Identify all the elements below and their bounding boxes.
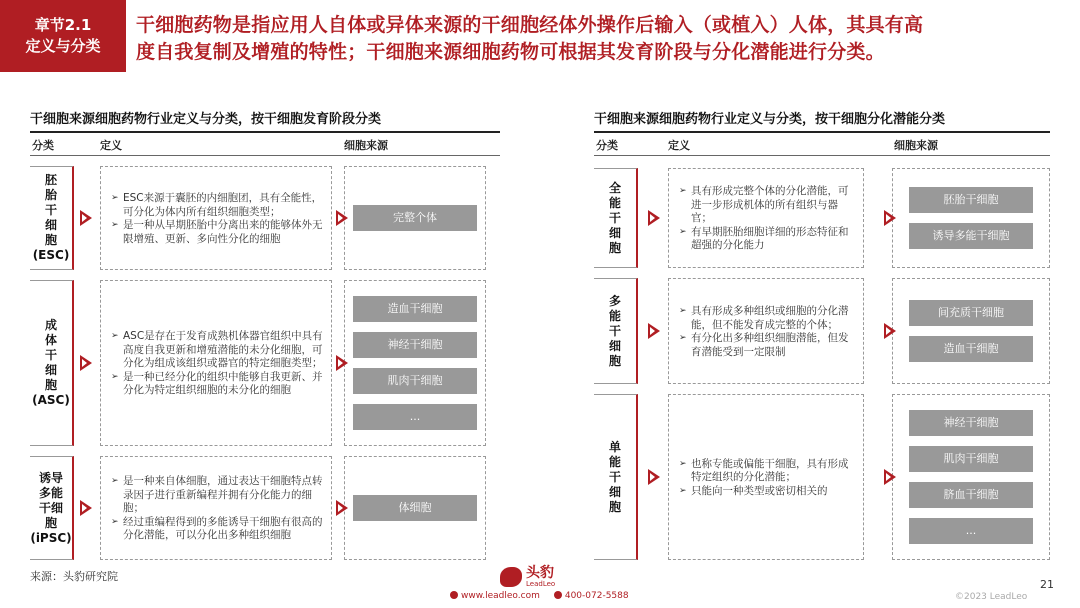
definition-bullet: ➢ ESC来源于囊胚的内细胞团，具有全能性，可分化为体内所有组织细胞类型； [111,192,323,219]
definition-bullet: ➢ 是一种从早期胚胎中分离出来的能够体外无限增殖、更新、多向性分化的细胞 [111,219,323,246]
definition-box [668,278,864,384]
category-text: 干 [608,210,621,225]
category-text: 体 [44,333,57,347]
page-number: 21 [1040,578,1054,591]
page-headline [136,12,1072,66]
definition-bullet: ➢ 有分化出多种组织细胞潜能，但发育潜能受到一定限制 [679,332,855,359]
category-label [594,278,638,384]
left-panel [30,110,500,545]
category-text: 成 [44,318,57,332]
cell-source-chip: 胚胎干细胞 [909,187,1033,213]
category-text: 全 [608,180,621,195]
arrow-right-icon [648,210,660,226]
category-text: 胎 [44,188,57,202]
category-text: 胞 [608,353,621,368]
phone-text: 400-072-5588 [564,591,629,601]
category-text: 胞 [608,240,621,255]
arrow-right-icon [80,500,92,516]
definition-box [668,168,864,268]
category-label [594,394,638,560]
phone-number [554,591,629,601]
cell-source-box [892,168,1050,268]
headline-line-2: 度自我复制及增殖的特性；干细胞来源细胞药物可根据其发育阶段与分化潜能进行分类。 [136,41,885,63]
definition-bullet: ➢ 有早期胚胎细胞详细的形态特征和超强的分化能力 [679,226,855,253]
category-row [594,168,1050,268]
category-text: 能 [608,195,621,210]
category-row [30,166,486,270]
cell-source-chip: 间充质干细胞 [909,300,1033,326]
cell-source-chip: 造血干细胞 [353,296,477,322]
category-row [594,278,1050,384]
arrow-right-icon [336,500,348,516]
cell-source-chip: 神经干细胞 [909,410,1033,436]
definition-bullet: ➢ 经过重编程得到的多能诱导干细胞有很高的分化潜能，可以分化出多种组织细胞 [111,516,323,543]
category-text: (iPSC) [30,530,72,545]
category-text: 胞 [44,515,57,530]
arrow-right-icon [648,323,660,339]
definition-bullet: ➢ 是一种已经分化的组织中能够自我更新、并分化为特定组织细胞的未分化的细胞 [111,371,323,398]
category-text: 细 [608,225,621,240]
arrow-right-icon [336,210,348,226]
category-text: 干 [44,203,57,217]
category-text: 胚 [44,173,57,187]
category-label [30,280,74,446]
left-panel-title: 干细胞来源细胞药物行业定义与分类，按干细胞发育阶段分类 [30,112,382,127]
cell-source-chip: 神经干细胞 [353,332,477,358]
category-text: 细 [44,218,57,232]
category-text: 干 [608,323,621,338]
cell-source-box [892,394,1050,560]
cell-source-chip: 完整个体 [353,205,477,231]
cell-source-box [344,280,486,446]
category-text: 诱导 [38,470,63,485]
category-text: 干 [44,348,57,362]
category-text: 胞 [44,233,57,247]
category-text: (ESC) [32,248,70,262]
category-row [594,394,1050,560]
chapter-title: 定义与分类 [25,37,101,55]
cell-source-chip: 肌肉干细胞 [353,368,477,394]
arrow-right-icon [884,323,896,339]
cell-source-chip: 造血干细胞 [909,336,1033,362]
definition-box [100,456,332,560]
arrow-right-icon [336,355,348,371]
col-header-category: 分类 [32,139,54,152]
cell-source-chip: 体细胞 [353,495,477,521]
category-text: 胞 [44,378,57,392]
cell-source-chip: ... [909,518,1033,544]
col-header-source: 细胞来源 [894,139,938,152]
source-note: 来源：头豹研究院 [30,570,118,583]
copyright: ©2023 LeadLeo [955,592,1028,602]
category-text: 单 [608,439,621,454]
definition-box [100,280,332,446]
category-text: (ASC) [32,393,70,407]
category-text: 细 [608,484,621,499]
definition-bullet: ➢ 是一种来自体细胞，通过表达干细胞特点转录因子进行重新编程并拥有分化能力的细胞； [111,475,323,516]
col-header-definition: 定义 [668,139,690,152]
category-label [30,456,74,560]
left-column-headers [30,133,500,155]
cell-source-chip: 诱导多能干细胞 [909,223,1033,249]
category-row [30,456,486,560]
headline-line-1: 干细胞药物是指应用人自体或异体来源的干细胞经体外操作后输入（或植入）人体，其具有高 [136,14,924,36]
definition-bullet: ➢ 具有形成多种组织或细胞的分化潜能，但不能发育成完整的个体； [679,305,855,332]
category-text: 多 [608,293,621,308]
cell-source-chip: ... [353,404,477,430]
col-header-source: 细胞来源 [344,139,388,152]
col-header-definition: 定义 [100,139,122,152]
right-panel-title: 干细胞来源细胞药物行业定义与分类，按干细胞分化潜能分类 [594,112,946,127]
category-text: 干细 [38,500,63,515]
definition-box [668,394,864,560]
category-text: 胞 [608,499,621,514]
definition-bullet: ➢ ASC是存在于发育成熟机体器官组织中具有高度自我更新和增殖潜能的未分化细胞，可分化为组成该组织或器官的特定细胞类型； [111,330,323,371]
right-panel [594,110,1050,537]
category-row [30,280,486,446]
category-label [594,168,638,268]
category-text: 细 [608,338,621,353]
category-text: 干 [608,469,621,484]
arrow-right-icon [884,210,896,226]
category-text: 能 [608,308,621,323]
definition-box [100,166,332,270]
category-label [30,166,74,270]
chapter-number: 章节2.1 [34,16,92,34]
definition-bullet: ➢ 只能向一种类型或密切相关的 [679,485,855,499]
arrow-right-icon [80,210,92,226]
chapter-badge [0,0,126,72]
col-header-category: 分类 [596,139,618,152]
header-divider [30,155,500,156]
category-text: 细 [44,363,57,377]
logo-text-en: LeadLeo [526,580,556,588]
cell-source-box [344,456,486,560]
cell-source-box [344,166,486,270]
arrow-right-icon [884,469,896,485]
category-text: 多能 [38,485,63,500]
website-text: www.leadleo.com [461,591,540,601]
definition-bullet: ➢ 具有形成完整个体的分化潜能，可进一步形成机体的所有组织与器官； [679,185,855,226]
definition-bullet: ➢ 也称专能或偏能干细胞，具有形成特定组织的分化潜能； [679,458,855,485]
header-divider [594,155,1050,156]
cell-source-chip: 脐血干细胞 [909,482,1033,508]
phone-icon [554,591,562,599]
leadleo-logo [500,566,555,588]
globe-icon [450,591,458,599]
footer-contact [450,591,629,601]
right-column-headers [594,133,1050,155]
arrow-right-icon [80,355,92,371]
website-link[interactable] [450,591,540,601]
cell-source-box [892,278,1050,384]
arrow-right-icon [648,469,660,485]
leopard-logo-icon [500,567,522,587]
logo-text-cn: 头豹 [526,565,554,581]
category-text: 能 [608,454,621,469]
cell-source-chip: 肌肉干细胞 [909,446,1033,472]
